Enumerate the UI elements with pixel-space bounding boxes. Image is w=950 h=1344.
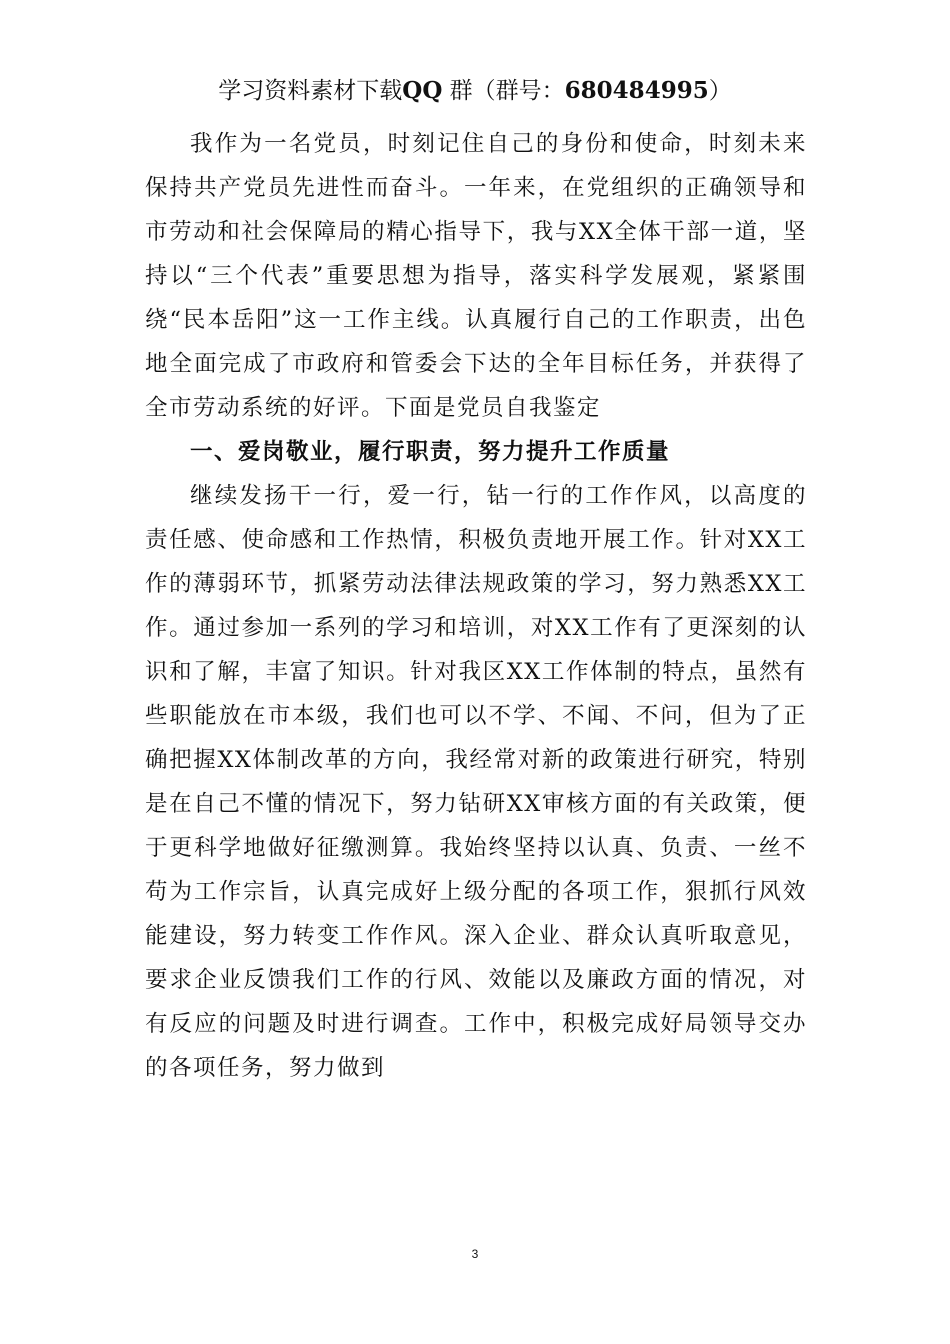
intro-paragraph: 我作为一名党员，时刻记住自己的身份和使命，时刻未来保持共产党员先进性而奋斗。一年来，在党组织的正确领导和市劳动和社会保障局的精心指导下，我与XX全体干部一道，坚持以“三个代表”重要思想为指导，落实科学发展观，紧紧围绕“民本岳阳”这一工作主线。认真履行自己的工作职责，出色地全面完成了市政府和管委会下达的全年目标任务，并获得了全市劳动系统的好评。下面是党员自我鉴定 [145, 131, 807, 421]
page-number: 3 [471, 1247, 479, 1261]
section-1-paragraph: 继续发扬干一行，爱一行，钻一行的工作作风，以高度的责任感、使命感和工作热情，积极负责地开展工作。针对XX工作的薄弱环节，抓紧劳动法律法规政策的学习，努力熟悉XX工作。通过参加一系列的学习和培训，对XX工作有了更深刻的认识和了解，丰富了知识。针对我区XX工作体制的特点，虽然有些职能放在市本级，我们也可以不学、不闻、不问，但为了正确把握XX体制改革的方向，我经常对新的政策进行研究，特别是在自己不懂的情况下，努力钻研XX审核方面的有关政策，便于更科学地做好征缴测算。我始终坚持以认真、负责、一丝不苟为工作宗旨，认真完成好上级分配的各项工作，狠抓行风效能建设，努力转变工作作风。深入企业、群众认真听取意见，要求企业反馈我们工作的行风、效能以及廉政方面的情况，对有反应的问题及时进行调查。工作中，积极完成好局领导交办的各项任务，努力做到 [145, 483, 807, 1081]
document-body [145, 122, 807, 1090]
header-suffix: ） [708, 78, 732, 104]
header-middle: 群（群号： [442, 78, 565, 104]
header-prefix: 学习资料素材下载 [218, 78, 403, 104]
header-qq: QQ [402, 77, 443, 104]
header-group-number: 680484995 [564, 77, 709, 104]
page-header [0, 76, 950, 106]
section-1-heading: 一、爱岗敬业，履行职责，努力提升工作质量 [190, 439, 671, 465]
